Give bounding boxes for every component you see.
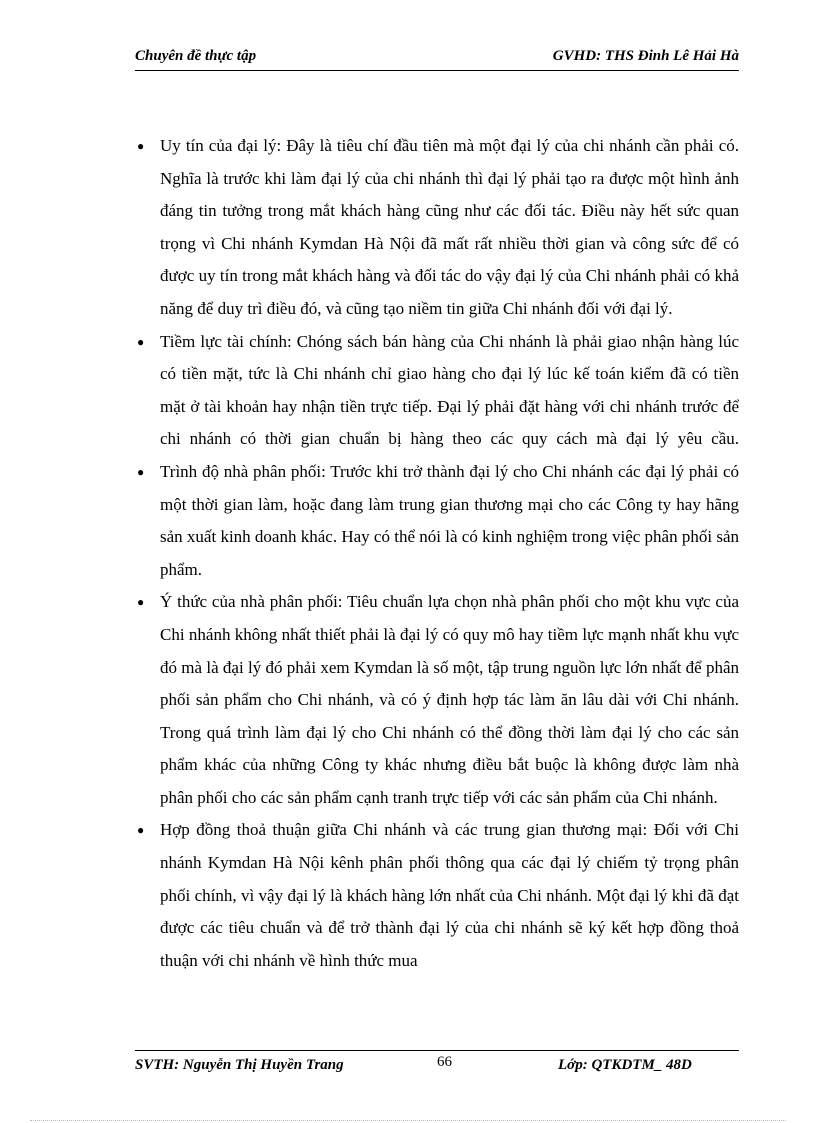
list-item <box>135 326 739 456</box>
list-item <box>135 130 739 326</box>
list-item-text: Uy tín của đại lý: Đây là tiêu chí đầu tiên mà một đại lý của chi nhánh cần phải có. Nghĩa là trước khi làm đại lý của chi nhánh thì đại lý phải tạo ra được một hình ảnh đáng tin tưởng trong mắt khách hàng cũng như các đối tác. Điều này hết sức quan trọng vì Chi nhánh Kymdan Hà Nội đã mất rất nhiều thời gian và công sức để có được uy tín trong mắt khách hàng và đối tác do vậy đại lý của Chi nhánh phải có khả năng để duy trì điều đó, và cũng tạo niềm tin giữa Chi nhánh đối với đại lý. <box>160 136 739 318</box>
page-bottom-divider <box>30 1120 786 1121</box>
list-item-text: Trình độ nhà phân phối: Trước khi trở thành đại lý cho Chi nhánh các đại lý phải có một thời gian làm, hoặc đang làm trung gian thương mại cho các Công ty hay hãng sản xuất kinh doanh khác. Hay có thể nói là có kinh nghiệm trong việc phân phối sản phẩm. <box>160 461 739 579</box>
list-item <box>135 814 739 977</box>
header-advisor: GVHD: THS Đinh Lê Hải Hà <box>552 48 739 64</box>
list-item-text: Tiềm lực tài chính: Chóng sách bán hàng của Chi nhánh là phải giao nhận hàng lúc có tiền mặt, tức là Chi nhánh chỉ giao hàng cho đại lý lúc kế toán kiểm đã có tiền mặt ở tài khoản hay nhận tiền trực tiếp. Đại lý phải đặt hàng với chi nhánh trước để chi nhánh có thời gian chuẩn bị hàng theo các quy cách mà đại lý yêu cầu. <box>160 331 739 449</box>
list-item <box>135 456 739 586</box>
page-footer <box>135 1050 739 1077</box>
list-item <box>135 586 739 814</box>
header-title: Chuyên đề thực tập <box>135 48 257 64</box>
page-number: 66 <box>437 1054 452 1070</box>
page-header <box>135 48 739 71</box>
list-item-text: Hợp đồng thoả thuận giữa Chi nhánh và các trung gian thương mại: Đối với Chi nhánh Kymdan Hà Nội kênh phân phối thông qua các đại lý chiếm tỷ trọng phân phối chính, vì vậy đại lý là khách hàng lớn nhất của Chi nhánh. Một đại lý khi đã đạt được các tiêu chuẩn và để trở thành đại lý của chi nhánh sẽ ký kết hợp đồng thoả thuận với chi nhánh về hình thức mua <box>160 820 739 970</box>
list-item-text: Ý thức của nhà phân phối: Tiêu chuẩn lựa chọn nhà phân phối cho một khu vực của Chi nhánh không nhất thiết phải là đại lý có quy mô hay tiềm lực mạnh nhất khu vực đó mà là đại lý đó phải xem Kymdan là số một, tập trung nguồn lực lớn nhất để phân phối sản phẩm cho Chi nhánh, và có ý định hợp tác làm ăn lâu dài với Chi nhánh. Trong quá trình làm đại lý cho Chi nhánh có thể đồng thời làm đại lý cho các sản phẩm khác của những Công ty khác nhưng điều bắt buộc là không được làm nhà phân phối cho các sản phẩm cạnh tranh trực tiếp với các sản phẩm của Chi nhánh. <box>160 592 739 807</box>
body-content <box>135 130 739 977</box>
bullet-icon: ● <box>137 464 145 479</box>
bullet-icon: ● <box>137 334 145 349</box>
bullet-icon: ● <box>137 139 145 153</box>
footer-student: SVTH: Nguyễn Thị Huyền Trang <box>135 1057 344 1073</box>
bullet-icon: ● <box>137 595 145 610</box>
bullet-icon: ● <box>137 823 145 838</box>
footer-class: Lớp: QTKDTM_ 48D <box>558 1057 692 1073</box>
